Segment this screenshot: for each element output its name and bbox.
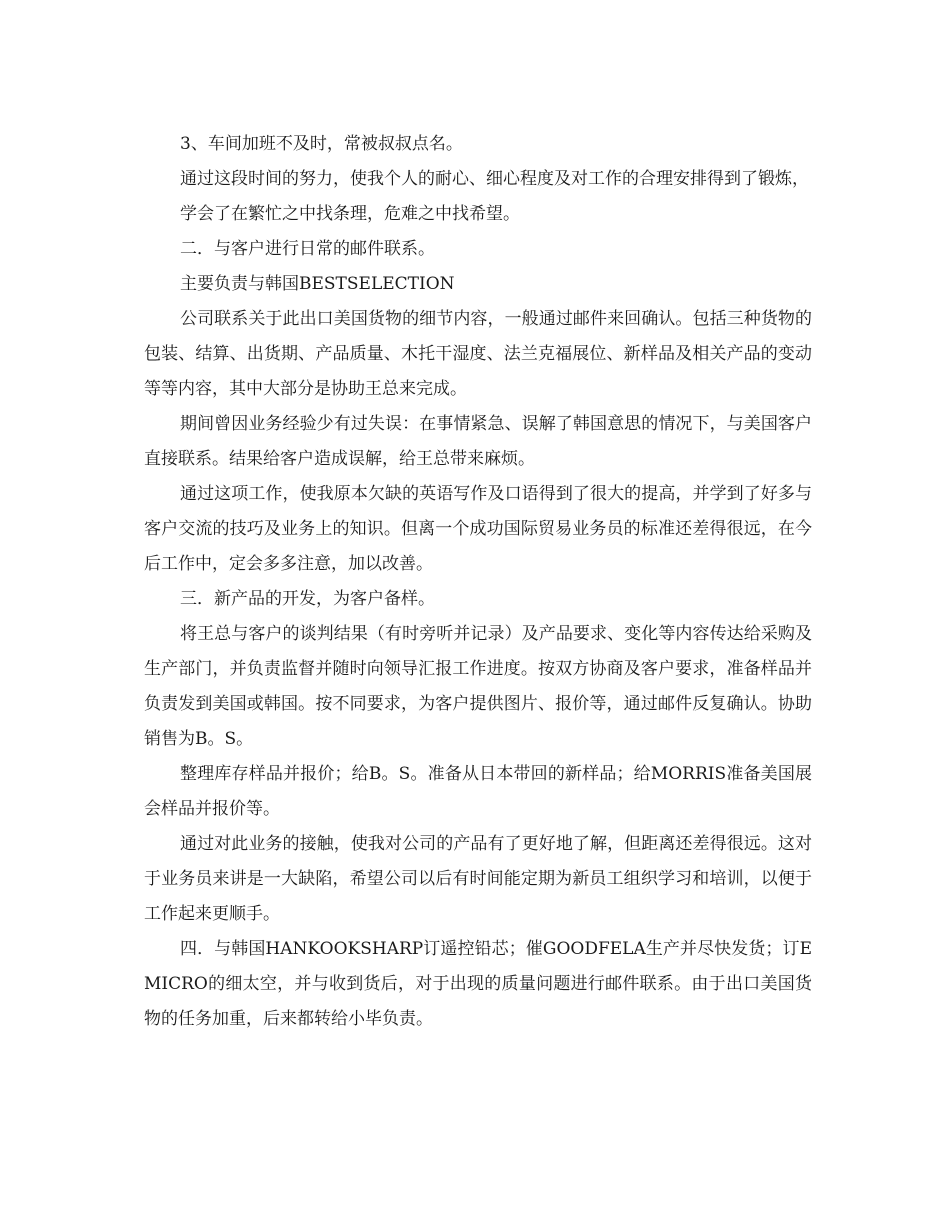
paragraph-3: 学会了在繁忙之中找条理，危难之中找希望。 xyxy=(180,204,520,224)
paragraph-8: 通过这项工作，使我原本欠缺的英语写作及口语得到了很大的提高，并学到了好多与客户交流的技巧及业务上的知识。但离一个成功国际贸易业务员的标准还差得很远，在今后工作中，定会多多注意，加以改善。 xyxy=(144,484,812,574)
paragraph-11: 整理库存样品并报价；给B。S。准备从日本带回的新样品；给MORRIS准备美国展会样品并报价等。 xyxy=(144,764,812,819)
section-heading-4: 四．与韩国HANKOOKSHARP订遥控铅芯；催GOODFELA生产并尽快发货；订EMICRO的细太空，并与收到货后，对于出现的质量问题进行邮件联系。由于出口美国货物的任务加重，后来都转给小毕负责。 xyxy=(144,939,812,1029)
section-heading-2: 二．与客户进行日常的邮件联系。 xyxy=(180,239,435,259)
paragraph-5: 主要负责与韩国BESTSELECTION xyxy=(180,274,455,294)
section-heading-3: 三．新产品的开发，为客户备样。 xyxy=(180,589,435,609)
paragraph-1: 3、车间加班不及时，常被叔叔点名。 xyxy=(180,134,463,154)
paragraph-2: 通过这段时间的努力，使我个人的耐心、细心程度及对工作的合理安排得到了锻炼， xyxy=(180,169,809,189)
paragraph-7: 期间曾因业务经验少有过失误：在事情紧急、误解了韩国意思的情况下，与美国客户直接联系。结果给客户造成误解，给王总带来麻烦。 xyxy=(144,414,812,469)
paragraph-10: 将王总与客户的谈判结果（有时旁听并记录）及产品要求、变化等内容传达给采购及生产部门，并负责监督并随时向领导汇报工作进度。按双方协商及客户要求，准备样品并负责发到美国或韩国。按不同要求，为客户提供图片、报价等，通过邮件反复确认。协助销售为B。S。 xyxy=(144,624,812,749)
document-body xyxy=(144,127,812,1037)
paragraph-12: 通过对此业务的接触，使我对公司的产品有了更好地了解，但距离还差得很远。这对于业务员来讲是一大缺陷，希望公司以后有时间能定期为新员工组织学习和培训，以便于工作起来更顺手。 xyxy=(144,834,812,924)
paragraph-6: 公司联系关于此出口美国货物的细节内容，一般通过邮件来回确认。包括三种货物的包装、结算、出货期、产品质量、木托干湿度、法兰克福展位、新样品及相关产品的变动等等内容，其中大部分是协助王总来完成。 xyxy=(144,309,812,399)
